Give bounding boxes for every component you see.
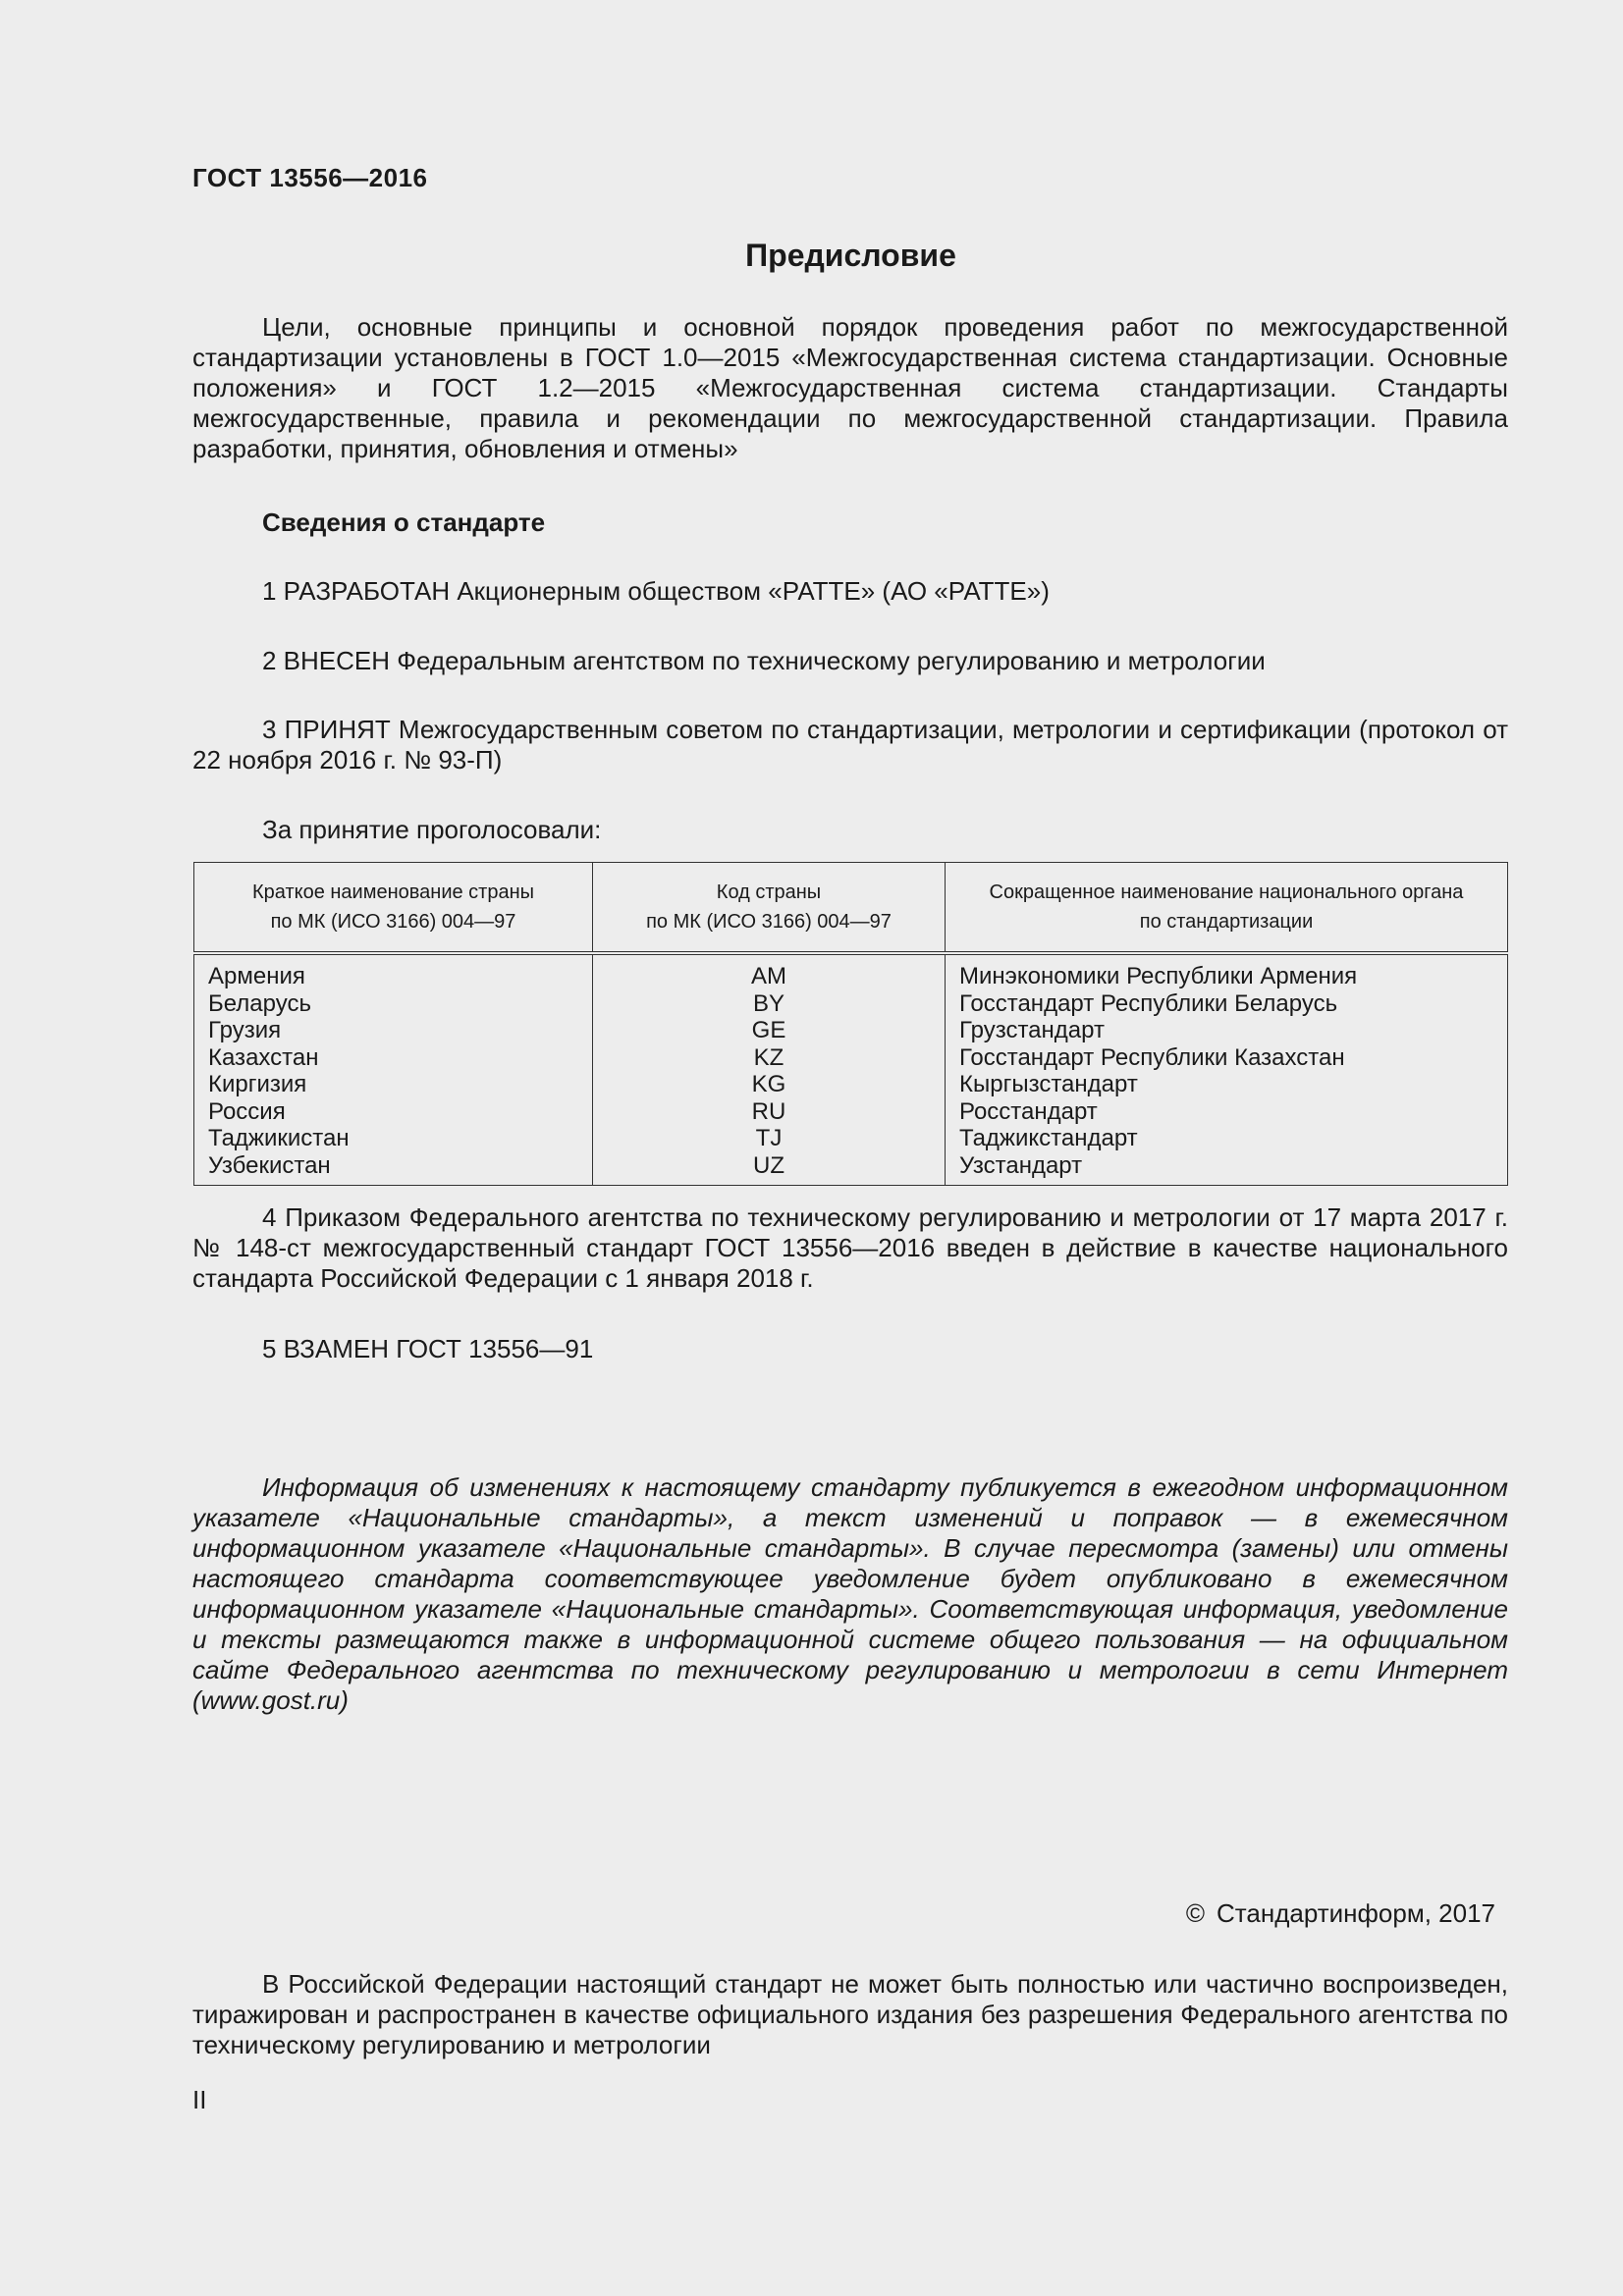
body-cell: Росстандарт: [946, 1098, 1508, 1126]
country-cell: Таджикистан: [194, 1125, 593, 1152]
table-row: [194, 1071, 1508, 1098]
info-heading: Сведения о стандарте: [262, 507, 546, 537]
voted-label: За принятие проголосовали:: [262, 815, 602, 844]
body-cell: Минэкономики Республики Армения: [946, 953, 1508, 990]
country-cell: Беларусь: [194, 990, 593, 1018]
copyright-text: Стандартинформ, 2017: [1217, 1898, 1495, 1928]
code-cell: GE: [593, 1017, 946, 1044]
copyright-icon: ©: [1185, 1898, 1205, 1928]
body-cell: Госстандарт Республики Беларусь: [946, 990, 1508, 1018]
country-cell: Россия: [194, 1098, 593, 1126]
voting-table: [193, 862, 1508, 1186]
country-cell: Киргизия: [194, 1071, 593, 1098]
standard-code-header: ГОСТ 13556—2016: [192, 163, 428, 192]
country-cell: Казахстан: [194, 1044, 593, 1072]
header-body: Сокращенное наименование национального органа по стандартизации: [946, 863, 1508, 954]
table-row: [194, 1152, 1508, 1186]
table-header-row: [194, 863, 1508, 954]
code-cell: RU: [593, 1098, 946, 1126]
table-row: [194, 1098, 1508, 1126]
table-row: [194, 1017, 1508, 1044]
country-cell: Грузия: [194, 1017, 593, 1044]
country-cell: Армения: [194, 953, 593, 990]
page-title: Предисловие: [745, 238, 956, 273]
table-row: [194, 953, 1508, 990]
table-row: [194, 990, 1508, 1018]
page-number: II: [192, 2085, 207, 2114]
legal-notice: В Российской Федерации настоящий стандарт не может быть полностью или частично воспроизведен, тиражирован и распространен в качестве официального издания без разрешения Федерального агентства по техническому регулированию и метрологии: [192, 1969, 1508, 2059]
body-cell: Узстандарт: [946, 1152, 1508, 1186]
code-cell: KG: [593, 1071, 946, 1098]
code-cell: TJ: [593, 1125, 946, 1152]
item-4: 4 Приказом Федерального агентства по техническому регулированию и метрологии от 17 марта 2017 г. № 148-ст межгосударственный стандарт ГОСТ 13556—2016 введен в действие в качестве национального стандарта Российской Федерации с 1 января 2018 г.: [192, 1202, 1508, 1293]
code-cell: UZ: [593, 1152, 946, 1186]
code-cell: KZ: [593, 1044, 946, 1072]
change-notice: Информация об изменениях к настоящему стандарту публикуется в ежегодном информационном указателе «Национальные стандарты», а текст изменений и поправок — в ежемесячном информационном указателе «Национальные стандарты». В случае пересмотра (замены) или отмены настоящего стандарта соответствующее уведомление будет опубликовано в ежемесячном информационном указателе «Национальные стандарты». Соответствующая информация, уведомление и тексты размещаются также в информационной системе общего пользования — на официальном сайте Федерального агентства по техническому регулированию и метрологии в сети Интернет (www.gost.ru): [192, 1472, 1508, 1715]
body-cell: Кыргызстандарт: [946, 1071, 1508, 1098]
item-1: 1 РАЗРАБОТАН Акционерным обществом «РАТТЕ» (АО «РАТТЕ»): [262, 576, 1050, 606]
body-cell: Госстандарт Республики Казахстан: [946, 1044, 1508, 1072]
table-row: [194, 1044, 1508, 1072]
intro-paragraph: Цели, основные принципы и основной порядок проведения работ по межгосударственной стандартизации установлены в ГОСТ 1.0—2015 «Межгосударственная система стандартизации. Основные положения» и ГОСТ 1.2—2015 «Межгосударственная система стандартизации. Стандарты межгосударственные, правила и рекомендации по межгосударственной стандартизации. Правила разработки, принятия, обновления и отмены»: [192, 312, 1508, 463]
table-row: [194, 1125, 1508, 1152]
body-cell: Грузстандарт: [946, 1017, 1508, 1044]
item-2: 2 ВНЕСЕН Федеральным агентством по техническому регулированию и метрологии: [262, 646, 1266, 675]
country-cell: Узбекистан: [194, 1152, 593, 1186]
copyright-line: [1186, 1898, 1507, 1929]
header-country: Краткое наименование страны по МК (ИСО 3166) 004—97: [194, 863, 593, 954]
body-cell: Таджикстандарт: [946, 1125, 1508, 1152]
item-5: 5 ВЗАМЕН ГОСТ 13556—91: [262, 1334, 594, 1363]
code-cell: AM: [593, 953, 946, 990]
code-cell: BY: [593, 990, 946, 1018]
header-code: Код страны по МК (ИСО 3166) 004—97: [593, 863, 946, 954]
item-3: 3 ПРИНЯТ Межгосударственным советом по стандартизации, метрологии и сертификации (протокол от 22 ноября 2016 г. № 93-П): [192, 715, 1508, 774]
